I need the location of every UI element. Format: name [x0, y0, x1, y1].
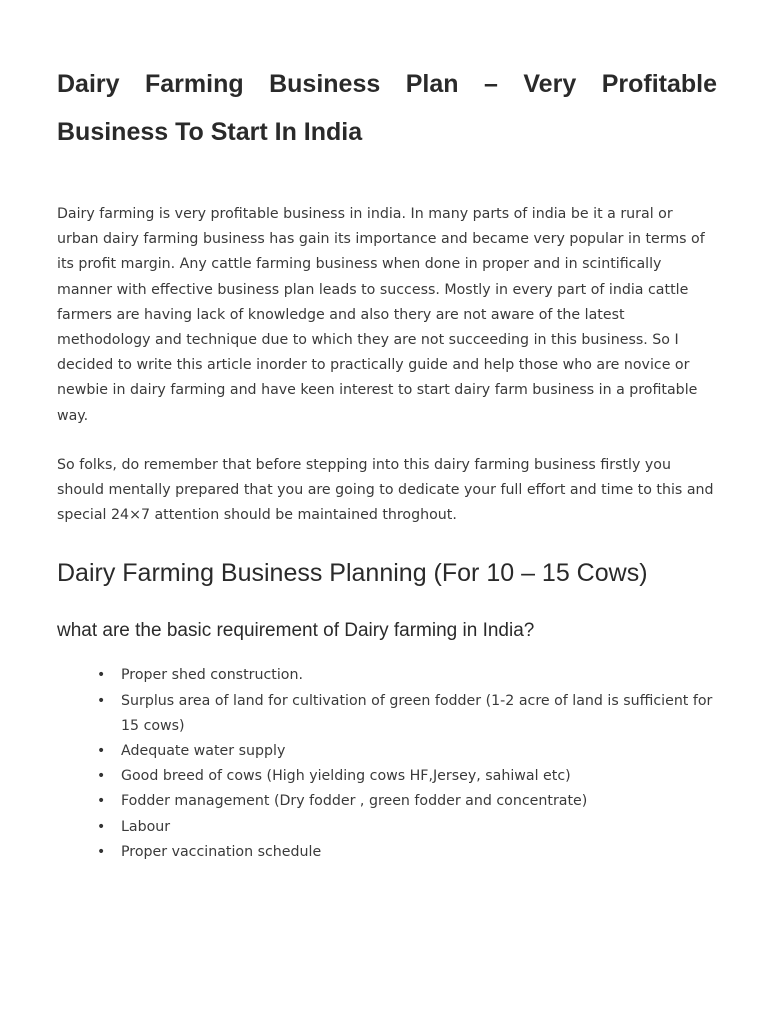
section-heading: Dairy Farming Business Planning (For 10 – 15 Cows) — [57, 559, 648, 588]
bullet-icon: • — [97, 793, 106, 810]
bullet-icon: • — [97, 768, 106, 785]
bullet-icon: • — [97, 667, 106, 684]
list-item: • Labour — [57, 815, 717, 840]
article-title: Dairy Farming Business Plan – Very Profitable Business To Start In India — [57, 70, 717, 146]
list-item: • Proper vaccination schedule — [57, 840, 717, 865]
bullet-icon: • — [97, 692, 106, 709]
intro-paragraph: Dairy farming is very profitable business in india. In many parts of india be it a rural or urban dairy farming business has gain its importance and became very popular in terms of its profit margin. Any cattle farming business when done in proper and in scintifically manner with effective business plan leads to success. Mostly in every part of india cattle farmers are having lack of knowledge and also thery are not aware of the latest methodology and technique due to which they are not succeeding in this business. So I decided to write this article inorder to practically guide and help those who are novice or newbie in dairy farming and have keen interest to start dairy farm business in a profitable way. — [57, 206, 705, 424]
requirements-heading: what are the basic requirement of Dairy farming in India? — [57, 620, 535, 642]
bullet-icon: • — [97, 743, 106, 760]
advice-paragraph: So folks, do remember that before stepping into this dairy farming business firstly you should mentally prepared that you are going to dedicate your full effort and time to this and special 24×7 attention should be maintained throghout. — [57, 456, 714, 524]
bullet-icon: • — [97, 818, 106, 835]
list-item: • Adequate water supply — [57, 739, 717, 764]
list-item: • Surplus area of land for cultivation of green fodder (1-2 acre of land is sufficient for 15 cows) — [57, 689, 717, 739]
list-item: • Proper shed construction. — [57, 663, 717, 688]
bullet-icon: • — [97, 843, 106, 860]
list-item: • Good breed of cows (High yielding cows HF,Jersey, sahiwal etc) — [57, 764, 717, 789]
list-item: • Fodder management (Dry fodder , green fodder and concentrate) — [57, 789, 717, 814]
requirements-list — [57, 663, 717, 865]
article — [57, 60, 717, 865]
